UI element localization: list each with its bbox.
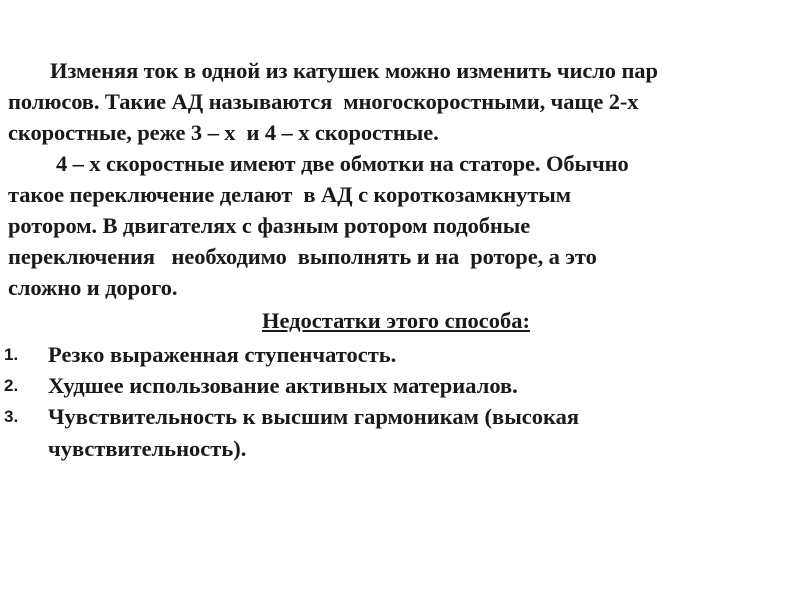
- paragraph-line: Изменяя ток в одной из катушек можно изменить число пар: [50, 58, 658, 83]
- list-item-text-continued: чувствительность).: [48, 436, 247, 461]
- paragraph-line: такое переключение делают в АД с короткозамкнутым: [8, 182, 571, 207]
- list-item-text: Резко выраженная ступенчатость.: [48, 342, 397, 367]
- list-item-number: 2.: [4, 376, 19, 395]
- paragraph-line: скоростные, реже 3 – х и 4 – х скоростные.: [8, 120, 439, 145]
- paragraph-line: 4 – х скоростные имеют две обмотки на статоре. Обычно: [56, 151, 629, 176]
- paragraph-line: полюсов. Такие АД называются многоскоростными, чаще 2-х: [8, 89, 639, 114]
- list-item-text: Чувствительность к высшим гармоникам (высокая: [48, 404, 580, 429]
- paragraph-line: переключения необходимо выполнять и на роторе, а это: [8, 244, 597, 269]
- list-item-number: 1.: [4, 345, 19, 364]
- list-item-text: Худшее использование активных материалов.: [48, 373, 518, 398]
- paragraph-line: сложно и дорого.: [8, 275, 178, 300]
- paragraph-line: ротором. В двигателях с фазным ротором подобные: [8, 213, 531, 238]
- disadvantages-heading: Недостатки этого способа:: [261, 308, 531, 333]
- list-item-number: 3.: [4, 407, 19, 426]
